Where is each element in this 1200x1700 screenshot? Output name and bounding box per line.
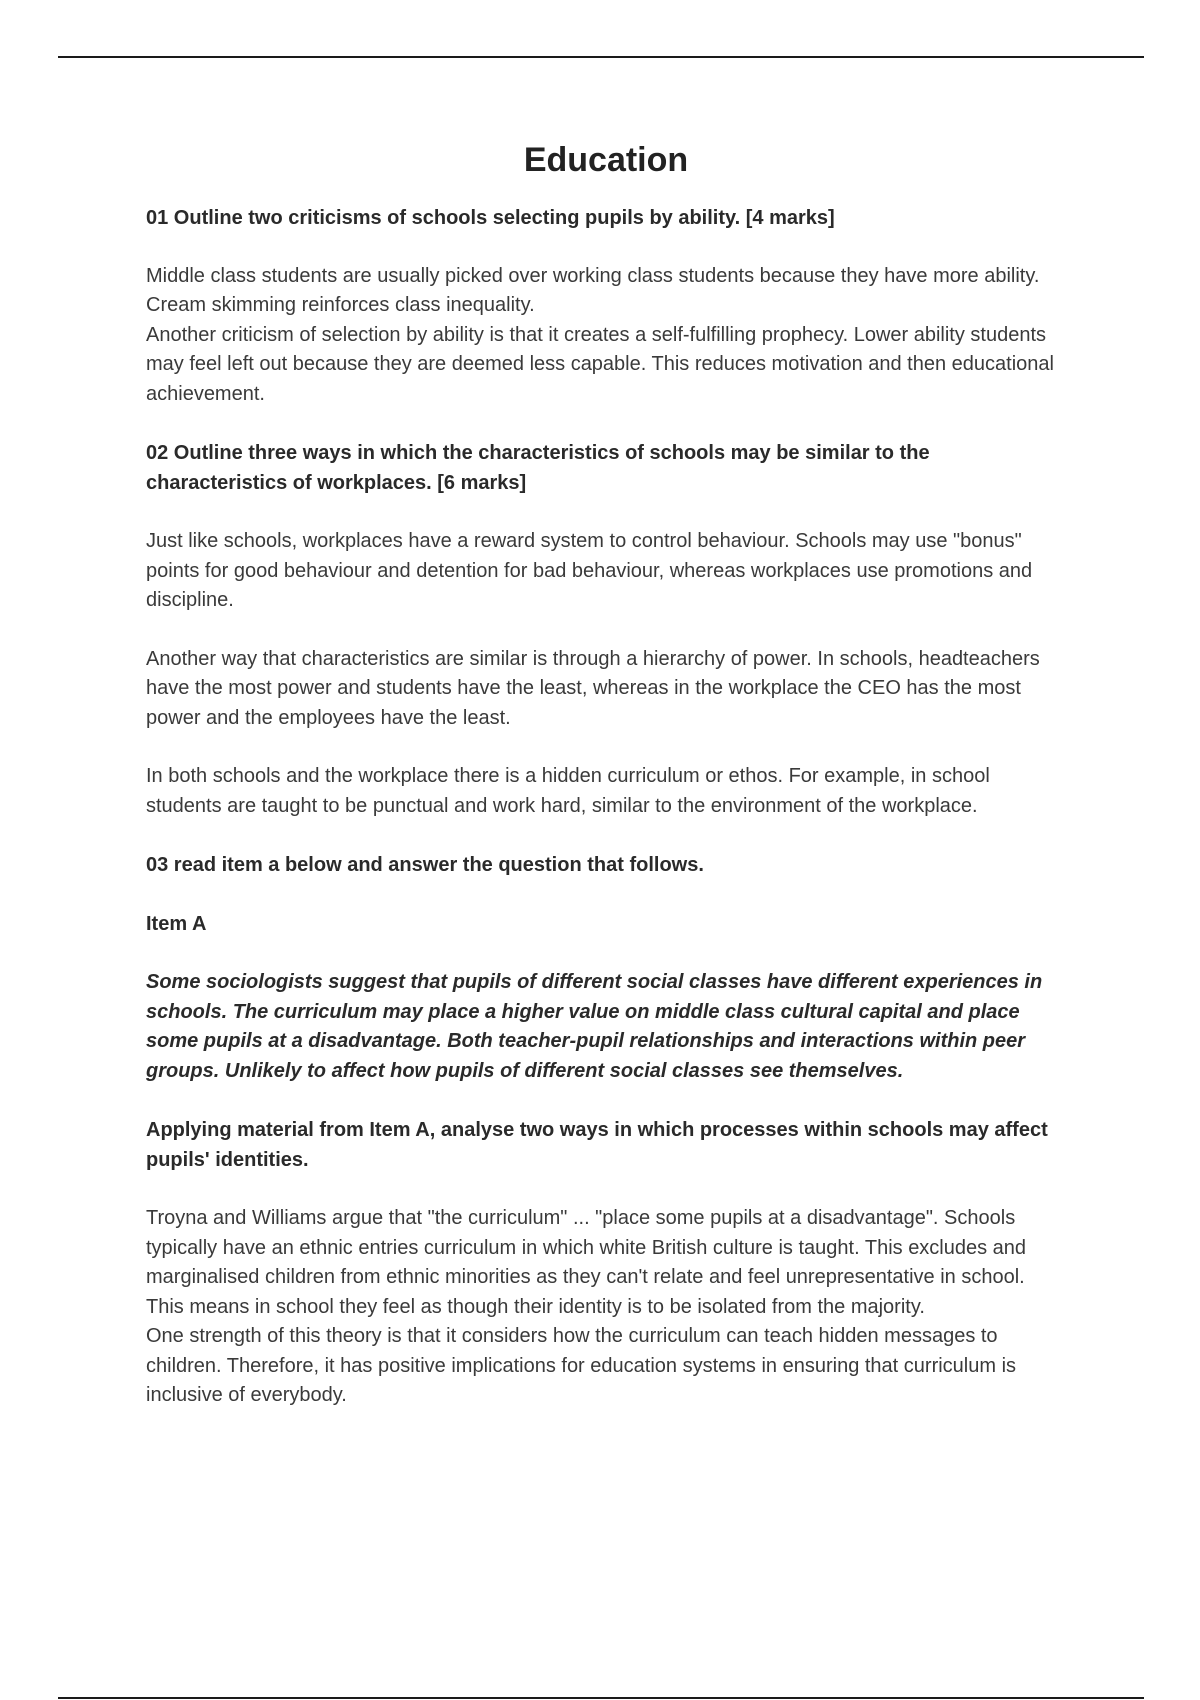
item-a-label: Item A [146, 913, 207, 936]
document-body [146, 140, 1066, 1440]
question-02: 02 Outline three ways in which the characteristics of schools may be similar to the characteristics of workplaces. [6 marks] [146, 442, 930, 495]
question-01: 01 Outline two criticisms of schools selecting pupils by ability. [4 marks] [146, 206, 835, 229]
answer-03-para-1: Troyna and Williams argue that "the curriculum" ... "place some pupils at a disadvantage". Schools typically have an ethnic entries curriculum in which white British culture is taught. This excludes and marginalised children from ethnic minorities as they can't relate and feel unrepresentative in school. This means in school they feel as though their identity is to be isolated from the majority. [146, 1207, 1027, 1318]
answer-01 [146, 262, 1066, 410]
item-a-text: Some sociologists suggest that pupils of different social classes have different experiences in schools. The curriculum may place a higher value on middle class cultural capital and place some pupils at a disadvantage. Both teacher-pupil relationships and interactions within peer groups. Unlikely to affect how pupils of different social classes see themselves. [146, 971, 1043, 1082]
page-title: Education [523, 141, 689, 179]
answer-03-para-2: One strength of this theory is that it considers how the curriculum can teach hidden messages to children. Therefore, it has positive implications for education systems in ensuring that curriculum is inclusive of everybody. [146, 1325, 1017, 1407]
question-03-instruction: 03 read item a below and answer the question that follows. [146, 854, 704, 877]
top-rule [58, 56, 1144, 58]
question-03: Applying material from Item A, analyse two ways in which processes within schools may affect pupils' identities. [146, 1119, 1048, 1172]
answer-01-para-2: Another criticism of selection by ability is that it creates a self-fulfilling prophecy. Lower ability students may feel left out because they are deemed less capable. This reduces motivation and then educational achievement. [146, 323, 1054, 405]
bottom-rule [58, 1697, 1144, 1699]
answer-02-para-1: Just like schools, workplaces have a reward system to control behaviour. Schools may use "bonus" points for good behaviour and detention for bad behaviour, whereas workplaces use promotions and discipline. [146, 530, 1033, 612]
answer-01-para-1: Middle class students are usually picked over working class students because they have more ability. Cream skimming reinforces class inequality. [146, 264, 1040, 317]
answer-03 [146, 1204, 1066, 1411]
answer-02-para-3: In both schools and the workplace there is a hidden curriculum or ethos. For example, in school students are taught to be punctual and work hard, similar to the environment of the workplace. [146, 765, 990, 817]
answer-02-para-2: Another way that characteristics are similar is through a hierarchy of power. In schools, headteachers have the most power and students have the least, whereas in the workplace the CEO has the most power and the employees have the least. [146, 647, 1040, 729]
